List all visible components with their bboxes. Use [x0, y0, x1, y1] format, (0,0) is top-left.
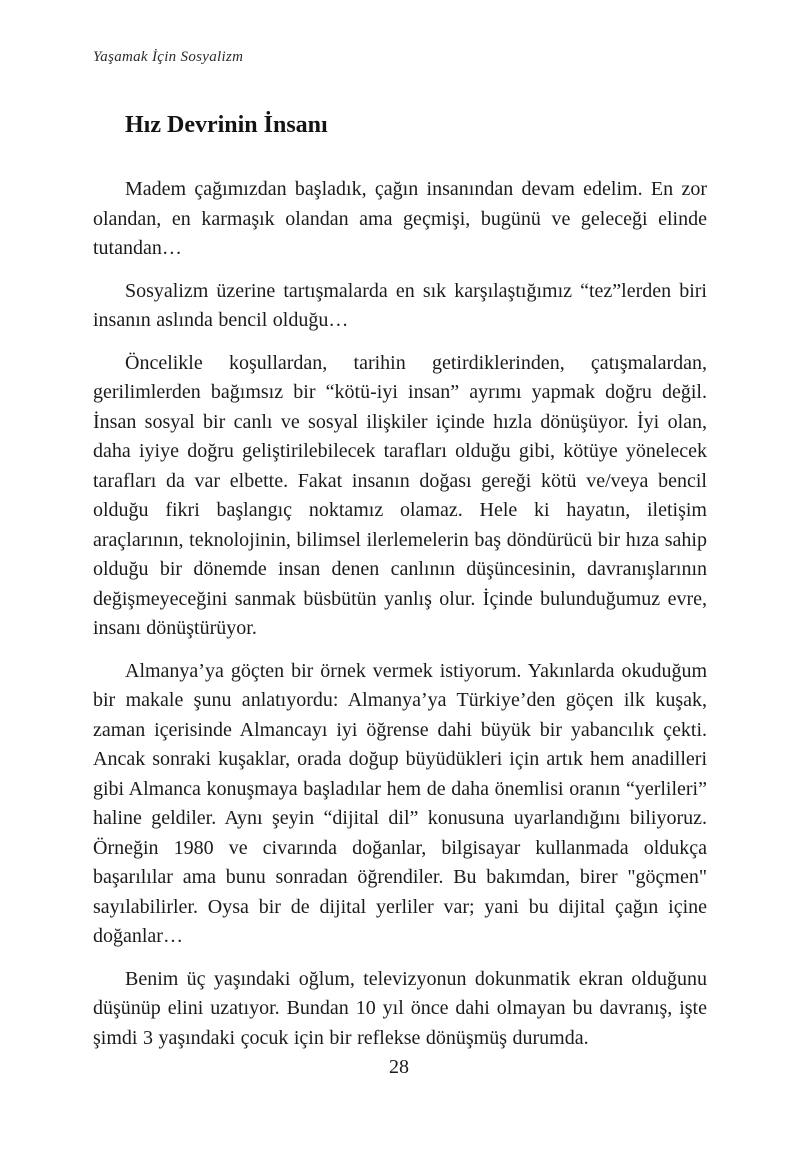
paragraph: Almanya’ya göçten bir örnek vermek istiyorum. Yakınlarda okuduğum bir makale şunu anlatıyordu: Almanya’ya Türkiye’den göçen ilk kuşak, zaman içerisinde Almancayı iyi öğrense dahi büyük bir yabancılık çekti. Ancak sonraki kuşaklar, orada doğup büyüdükleri için artık hem anadilleri gibi Almanca konuşmaya başladılar hem de daha önemlisi oranın “yerlileri” haline geldiler. Aynı şeyin “dijital dil” konusuna uyarlandığını biliyoruz. Örneğin 1980 ve civarında doğanlar, bilgisayar kullanmada oldukça başarılılar ama bunu sonradan öğrendiler. Bu bakımdan, birer "göçmen" sayılabilirler. Oysa bir de dijital yerliler var; yani bu dijital çağın içine doğanlar…: [93, 659, 707, 947]
page-content: [93, 48, 707, 1066]
body-text: [93, 175, 707, 1053]
running-head: Yaşamak İçin Sosyalizm: [93, 49, 244, 65]
chapter-title: Hız Devrinin İnsanı: [125, 112, 328, 138]
paragraph: Madem çağımızdan başladık, çağın insanından devam edelim. En zor olandan, en karmaşık olandan ama geçmişi, bugünü ve geleceği elinde tutandan…: [93, 178, 707, 259]
paragraph: Öncelikle koşullardan, tarihin getirdiklerinden, çatışmalardan, gerilimlerden bağımsız bir “kötü-iyi insan” ayrımı yapmak doğru değil. İnsan sosyal bir canlı ve sosyal ilişkiler içinde hızla dönüşüyor. İyi olan, daha iyiye doğru geliştirilebilecek tarafları olduğu gibi, kötüye yönelecek tarafları da var elbette. Fakat insanın doğası gereği kötü ve/veya bencil olduğu fikri başlangıç noktamız olamaz. Hele ki hayatın, iletişim araçlarının, teknolojinin, bilimsel ilerlemelerin baş döndürücü bir hıza sahip olduğu bir dönemde insan denen canlının düşüncesinin, davranışlarının değişmeyeceğini sanmak büsbütün yanlış olur. İçinde bulunduğumuz evre, insanı dönüştürüyor.: [93, 351, 707, 639]
page-number: 28: [389, 1056, 409, 1078]
paragraph: Sosyalizm üzerine tartışmalarda en sık karşılaştığımız “tez”lerden biri insanın aslında bencil olduğu…: [93, 279, 707, 331]
paragraph: Benim üç yaşındaki oğlum, televizyonun dokunmatik ekran olduğunu düşünüp elini uzatıyor. Bundan 10 yıl önce dahi olmayan bu davranış, işte şimdi 3 yaşındaki çocuk için bir reflekse dönüşmüş durumda.: [93, 967, 707, 1049]
